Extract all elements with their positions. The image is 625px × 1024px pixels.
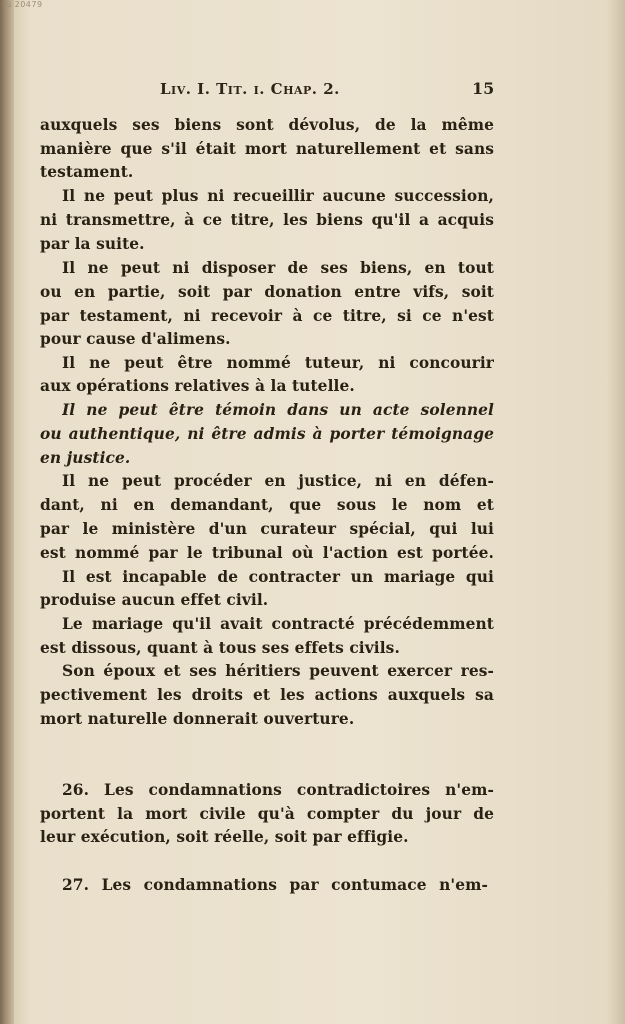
article-26-line: 26. Les condamnations contradictoires n'em- bbox=[62, 781, 494, 799]
running-head: Liv. I. Tit. i. Chap. 2. bbox=[160, 80, 340, 98]
text-line: testament. bbox=[40, 163, 134, 181]
page-number: 15 bbox=[472, 79, 495, 98]
text-line: auxquels ses biens sont dévolus, de la même bbox=[40, 116, 494, 134]
text-line: Il ne peut ni disposer de ses biens, en tout bbox=[62, 259, 494, 277]
text-line: mort naturelle donnerait ouverture. bbox=[40, 710, 355, 728]
page-edge-shadow bbox=[607, 0, 625, 1024]
text-line: manière que s'il était mort naturellement et sans bbox=[40, 140, 494, 158]
library-stamp: u 20479 bbox=[6, 0, 43, 9]
text-line: en justice. bbox=[40, 449, 131, 467]
text-line: ni transmettre, à ce titre, les biens qu'il a acquis bbox=[40, 211, 494, 229]
text-line: Il ne peut être témoin dans un acte solennel bbox=[62, 401, 494, 419]
text-line: dant, ni en demandant, que sous le nom et bbox=[40, 496, 494, 514]
book-gutter bbox=[0, 0, 14, 1024]
text-line: pectivement les droits et les actions auxquels sa bbox=[40, 686, 494, 704]
text-line: portent la mort civile qu'à compter du jour de bbox=[40, 805, 494, 823]
text-line: par la suite. bbox=[40, 235, 145, 253]
text-line: Il ne peut être nommé tuteur, ni concourir bbox=[62, 354, 494, 372]
text-line: Il ne peut procéder en justice, ni en défen- bbox=[62, 472, 494, 490]
text-line: Il est incapable de contracter un mariage qui bbox=[62, 568, 494, 586]
text-line: ou en partie, soit par donation entre vifs, soit bbox=[40, 283, 494, 301]
text-line: ou authentique, ni être admis à porter témoignage bbox=[40, 425, 494, 443]
text-line: produise aucun effet civil. bbox=[40, 591, 269, 609]
text-line: Le mariage qu'il avait contracté précédemment bbox=[62, 615, 494, 633]
article-27-line: 27. Les condamnations par contumace n'em- bbox=[62, 876, 488, 894]
text-line: pour cause d'alimens. bbox=[40, 330, 231, 348]
text-line: aux opérations relatives à la tutelle. bbox=[40, 377, 355, 395]
text-line: par le ministère d'un curateur spécial, qui lui bbox=[40, 520, 494, 538]
text-line: est nommé par le tribunal où l'action est portée. bbox=[40, 544, 494, 562]
text-line: leur exécution, soit réelle, soit par effigie. bbox=[40, 828, 409, 846]
text-line: par testament, ni recevoir à ce titre, si ce n'est bbox=[40, 307, 494, 325]
text-line: Il ne peut plus ni recueillir aucune succession, bbox=[62, 187, 494, 205]
text-line: est dissous, quant à tous ses effets civils. bbox=[40, 639, 400, 657]
text-line: Son époux et ses héritiers peuvent exercer res- bbox=[62, 662, 494, 680]
